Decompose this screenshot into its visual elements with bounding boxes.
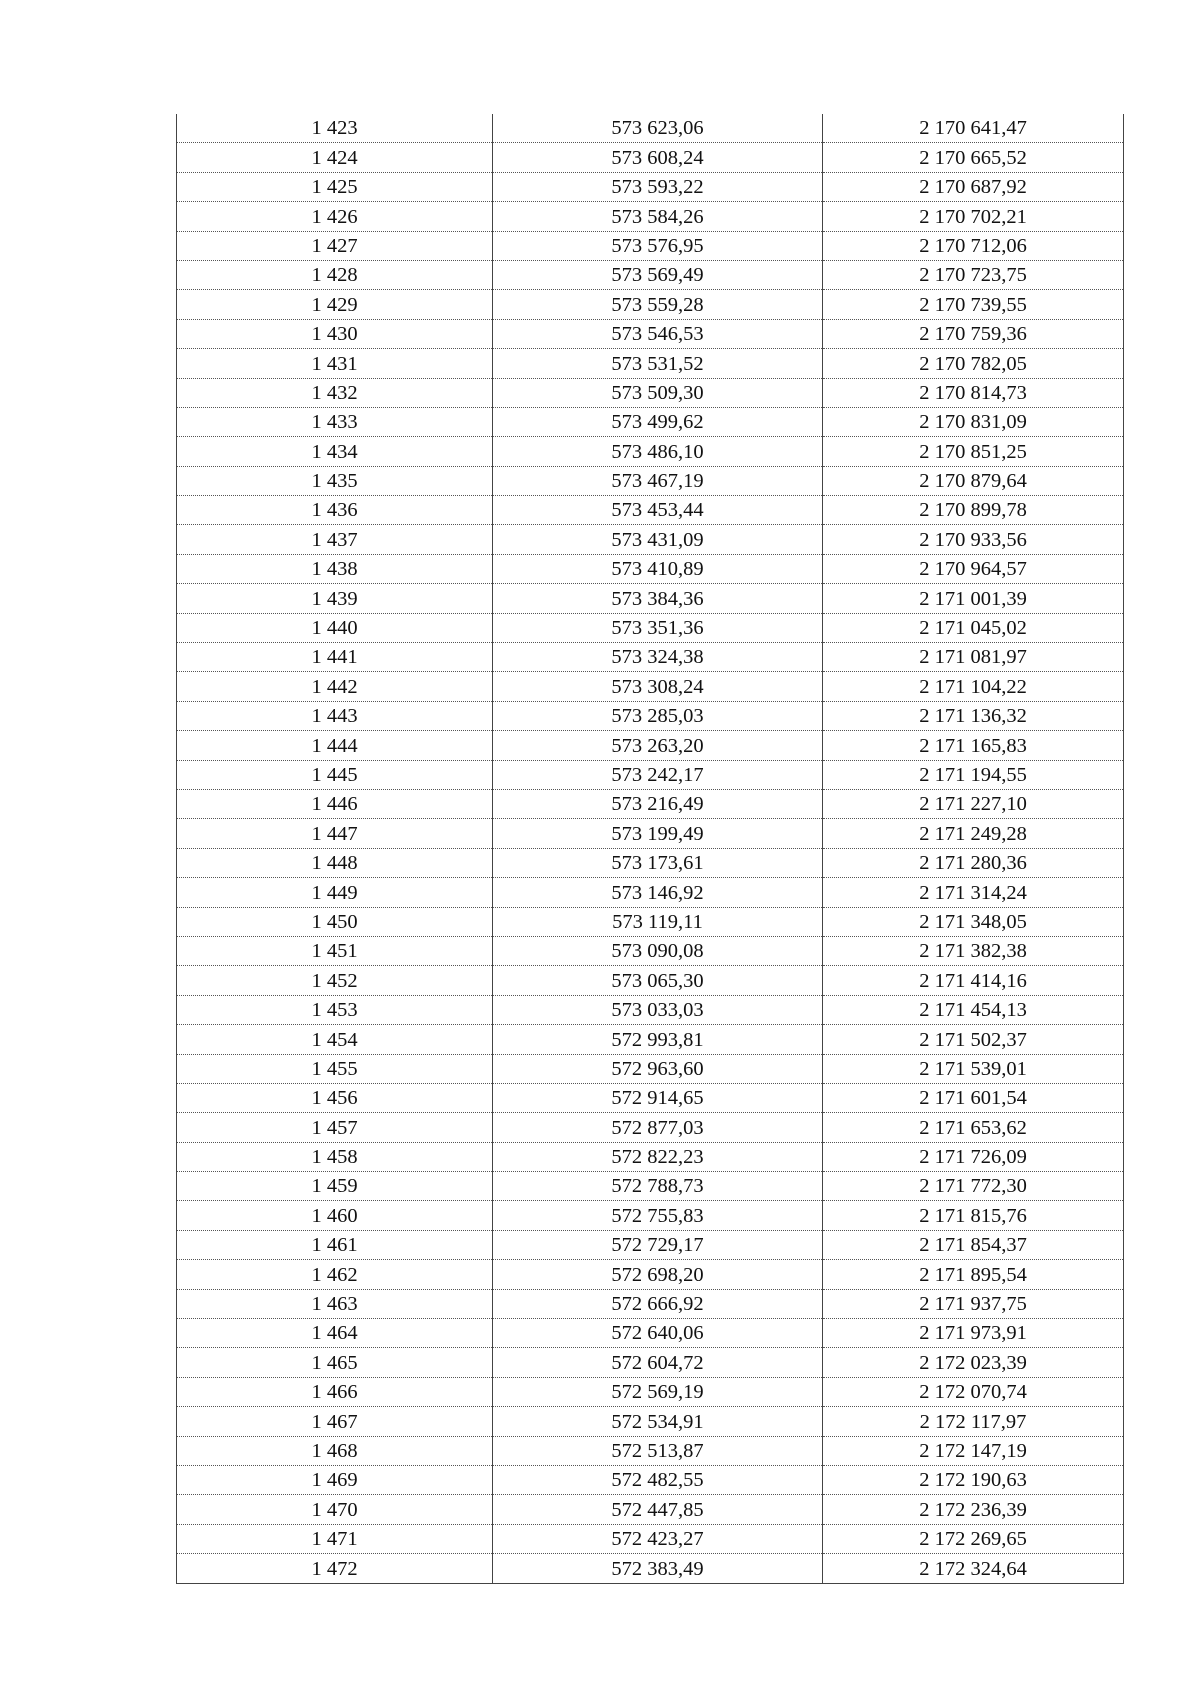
point-number-cell: 1 428 (177, 260, 493, 289)
table-row (177, 172, 1124, 201)
y-coordinate-cell: 2 172 023,39 (823, 1348, 1124, 1377)
y-coordinate-cell: 2 171 854,37 (823, 1230, 1124, 1259)
x-coordinate-cell: 573 308,24 (493, 672, 823, 701)
point-number-cell: 1 471 (177, 1524, 493, 1553)
x-coordinate-cell: 573 033,03 (493, 995, 823, 1024)
x-coordinate-cell: 573 351,36 (493, 613, 823, 642)
x-coordinate-cell: 572 963,60 (493, 1054, 823, 1083)
y-coordinate-cell: 2 171 249,28 (823, 819, 1124, 848)
point-number-cell: 1 469 (177, 1465, 493, 1494)
point-number-cell: 1 432 (177, 378, 493, 407)
table-row (177, 1524, 1124, 1553)
y-coordinate-cell: 2 170 641,47 (823, 114, 1124, 143)
y-coordinate-cell: 2 171 001,39 (823, 584, 1124, 613)
x-coordinate-cell: 572 383,49 (493, 1554, 823, 1583)
table-row (177, 554, 1124, 583)
y-coordinate-cell: 2 172 324,64 (823, 1554, 1124, 1583)
point-number-cell: 1 457 (177, 1113, 493, 1142)
x-coordinate-cell: 573 065,30 (493, 966, 823, 995)
point-number-cell: 1 454 (177, 1025, 493, 1054)
x-coordinate-cell: 572 877,03 (493, 1113, 823, 1142)
point-number-cell: 1 462 (177, 1260, 493, 1289)
table-row (177, 789, 1124, 818)
y-coordinate-cell: 2 171 081,97 (823, 643, 1124, 672)
point-number-cell: 1 447 (177, 819, 493, 848)
point-number-cell: 1 461 (177, 1230, 493, 1259)
point-number-cell: 1 455 (177, 1054, 493, 1083)
y-coordinate-cell: 2 171 454,13 (823, 995, 1124, 1024)
table-row (177, 1319, 1124, 1348)
point-number-cell: 1 431 (177, 349, 493, 378)
x-coordinate-cell: 572 569,19 (493, 1377, 823, 1406)
y-coordinate-cell: 2 171 348,05 (823, 907, 1124, 936)
x-coordinate-cell: 573 509,30 (493, 378, 823, 407)
x-coordinate-cell: 573 431,09 (493, 525, 823, 554)
x-coordinate-cell: 572 822,23 (493, 1142, 823, 1171)
point-number-cell: 1 464 (177, 1319, 493, 1348)
y-coordinate-cell: 2 171 280,36 (823, 848, 1124, 877)
table-row (177, 643, 1124, 672)
x-coordinate-cell: 573 593,22 (493, 172, 823, 201)
y-coordinate-cell: 2 170 723,75 (823, 260, 1124, 289)
point-number-cell: 1 426 (177, 202, 493, 231)
x-coordinate-cell: 573 173,61 (493, 848, 823, 877)
x-coordinate-cell: 573 263,20 (493, 731, 823, 760)
y-coordinate-cell: 2 172 117,97 (823, 1407, 1124, 1436)
point-number-cell: 1 439 (177, 584, 493, 613)
point-number-cell: 1 443 (177, 701, 493, 730)
point-number-cell: 1 458 (177, 1142, 493, 1171)
table-row (177, 260, 1124, 289)
y-coordinate-cell: 2 170 814,73 (823, 378, 1124, 407)
point-number-cell: 1 441 (177, 643, 493, 672)
x-coordinate-cell: 573 531,52 (493, 349, 823, 378)
x-coordinate-cell: 572 755,83 (493, 1201, 823, 1230)
x-coordinate-cell: 572 729,17 (493, 1230, 823, 1259)
point-number-cell: 1 453 (177, 995, 493, 1024)
x-coordinate-cell: 573 584,26 (493, 202, 823, 231)
x-coordinate-cell: 573 453,44 (493, 496, 823, 525)
point-number-cell: 1 436 (177, 496, 493, 525)
point-number-cell: 1 435 (177, 466, 493, 495)
table-row (177, 231, 1124, 260)
x-coordinate-cell: 572 534,91 (493, 1407, 823, 1436)
y-coordinate-cell: 2 171 772,30 (823, 1172, 1124, 1201)
point-number-cell: 1 437 (177, 525, 493, 554)
point-number-cell: 1 468 (177, 1436, 493, 1465)
table-row (177, 202, 1124, 231)
y-coordinate-cell: 2 172 236,39 (823, 1495, 1124, 1524)
table-row (177, 1260, 1124, 1289)
x-coordinate-cell: 573 199,49 (493, 819, 823, 848)
x-coordinate-cell: 573 576,95 (493, 231, 823, 260)
x-coordinate-cell: 573 216,49 (493, 789, 823, 818)
y-coordinate-cell: 2 170 933,56 (823, 525, 1124, 554)
y-coordinate-cell: 2 171 382,38 (823, 936, 1124, 965)
y-coordinate-cell: 2 171 601,54 (823, 1083, 1124, 1112)
x-coordinate-cell: 572 513,87 (493, 1436, 823, 1465)
table-row (177, 407, 1124, 436)
x-coordinate-cell: 573 608,24 (493, 143, 823, 172)
x-coordinate-cell: 572 447,85 (493, 1495, 823, 1524)
table-row (177, 584, 1124, 613)
table-row (177, 760, 1124, 789)
point-number-cell: 1 450 (177, 907, 493, 936)
table-row (177, 466, 1124, 495)
x-coordinate-cell: 572 788,73 (493, 1172, 823, 1201)
point-number-cell: 1 444 (177, 731, 493, 760)
point-number-cell: 1 438 (177, 554, 493, 583)
x-coordinate-cell: 572 914,65 (493, 1083, 823, 1112)
table-row (177, 1142, 1124, 1171)
y-coordinate-cell: 2 172 269,65 (823, 1524, 1124, 1553)
x-coordinate-cell: 573 559,28 (493, 290, 823, 319)
table-row (177, 995, 1124, 1024)
y-coordinate-cell: 2 170 759,36 (823, 319, 1124, 348)
point-number-cell: 1 423 (177, 114, 493, 143)
table-row (177, 349, 1124, 378)
table-row (177, 1465, 1124, 1494)
table-row (177, 1230, 1124, 1259)
table-row (177, 1025, 1124, 1054)
y-coordinate-cell: 2 171 502,37 (823, 1025, 1124, 1054)
point-number-cell: 1 442 (177, 672, 493, 701)
table-row (177, 290, 1124, 319)
table-row (177, 907, 1124, 936)
table-row (177, 701, 1124, 730)
x-coordinate-cell: 573 285,03 (493, 701, 823, 730)
point-number-cell: 1 448 (177, 848, 493, 877)
y-coordinate-cell: 2 170 712,06 (823, 231, 1124, 260)
table-row (177, 1113, 1124, 1142)
y-coordinate-cell: 2 171 227,10 (823, 789, 1124, 818)
y-coordinate-cell: 2 172 190,63 (823, 1465, 1124, 1494)
table-row (177, 819, 1124, 848)
point-number-cell: 1 451 (177, 936, 493, 965)
table-row (177, 878, 1124, 907)
table-row (177, 1377, 1124, 1406)
x-coordinate-cell: 573 119,11 (493, 907, 823, 936)
y-coordinate-cell: 2 171 653,62 (823, 1113, 1124, 1142)
y-coordinate-cell: 2 170 702,21 (823, 202, 1124, 231)
x-coordinate-cell: 573 242,17 (493, 760, 823, 789)
point-number-cell: 1 466 (177, 1377, 493, 1406)
point-number-cell: 1 472 (177, 1554, 493, 1583)
y-coordinate-cell: 2 171 194,55 (823, 760, 1124, 789)
table-row (177, 1554, 1124, 1583)
x-coordinate-cell: 573 546,53 (493, 319, 823, 348)
y-coordinate-cell: 2 170 739,55 (823, 290, 1124, 319)
x-coordinate-cell: 573 623,06 (493, 114, 823, 143)
point-number-cell: 1 427 (177, 231, 493, 260)
point-number-cell: 1 440 (177, 613, 493, 642)
x-coordinate-cell: 573 090,08 (493, 936, 823, 965)
y-coordinate-cell: 2 171 539,01 (823, 1054, 1124, 1083)
x-coordinate-cell: 572 993,81 (493, 1025, 823, 1054)
point-number-cell: 1 460 (177, 1201, 493, 1230)
table-row (177, 1054, 1124, 1083)
point-number-cell: 1 456 (177, 1083, 493, 1112)
table-row (177, 1083, 1124, 1112)
x-coordinate-cell: 572 482,55 (493, 1465, 823, 1494)
table-row (177, 437, 1124, 466)
y-coordinate-cell: 2 170 851,25 (823, 437, 1124, 466)
point-number-cell: 1 467 (177, 1407, 493, 1436)
table-row (177, 1201, 1124, 1230)
y-coordinate-cell: 2 170 899,78 (823, 496, 1124, 525)
coordinates-table-body (177, 114, 1124, 1583)
point-number-cell: 1 424 (177, 143, 493, 172)
table-row (177, 378, 1124, 407)
y-coordinate-cell: 2 171 414,16 (823, 966, 1124, 995)
table-row (177, 1436, 1124, 1465)
y-coordinate-cell: 2 172 070,74 (823, 1377, 1124, 1406)
table-row (177, 319, 1124, 348)
table-row (177, 143, 1124, 172)
point-number-cell: 1 445 (177, 760, 493, 789)
y-coordinate-cell: 2 170 879,64 (823, 466, 1124, 495)
table-row (177, 525, 1124, 554)
point-number-cell: 1 433 (177, 407, 493, 436)
x-coordinate-cell: 573 410,89 (493, 554, 823, 583)
point-number-cell: 1 430 (177, 319, 493, 348)
point-number-cell: 1 459 (177, 1172, 493, 1201)
y-coordinate-cell: 2 171 165,83 (823, 731, 1124, 760)
x-coordinate-cell: 572 423,27 (493, 1524, 823, 1553)
table-row (177, 1172, 1124, 1201)
point-number-cell: 1 434 (177, 437, 493, 466)
y-coordinate-cell: 2 170 831,09 (823, 407, 1124, 436)
y-coordinate-cell: 2 171 726,09 (823, 1142, 1124, 1171)
x-coordinate-cell: 573 384,36 (493, 584, 823, 613)
point-number-cell: 1 449 (177, 878, 493, 907)
table-row (177, 672, 1124, 701)
table-row (177, 1495, 1124, 1524)
table-row (177, 1289, 1124, 1318)
x-coordinate-cell: 573 499,62 (493, 407, 823, 436)
y-coordinate-cell: 2 171 136,32 (823, 701, 1124, 730)
y-coordinate-cell: 2 170 687,92 (823, 172, 1124, 201)
coordinates-table (176, 114, 1124, 1584)
x-coordinate-cell: 572 640,06 (493, 1319, 823, 1348)
point-number-cell: 1 429 (177, 290, 493, 319)
y-coordinate-cell: 2 172 147,19 (823, 1436, 1124, 1465)
x-coordinate-cell: 573 146,92 (493, 878, 823, 907)
table-row (177, 731, 1124, 760)
x-coordinate-cell: 573 324,38 (493, 643, 823, 672)
x-coordinate-cell: 573 486,10 (493, 437, 823, 466)
point-number-cell: 1 452 (177, 966, 493, 995)
x-coordinate-cell: 573 467,19 (493, 466, 823, 495)
y-coordinate-cell: 2 171 104,22 (823, 672, 1124, 701)
table-row (177, 496, 1124, 525)
point-number-cell: 1 470 (177, 1495, 493, 1524)
point-number-cell: 1 463 (177, 1289, 493, 1318)
y-coordinate-cell: 2 170 964,57 (823, 554, 1124, 583)
point-number-cell: 1 446 (177, 789, 493, 818)
x-coordinate-cell: 572 698,20 (493, 1260, 823, 1289)
table-row (177, 613, 1124, 642)
point-number-cell: 1 425 (177, 172, 493, 201)
table-row (177, 936, 1124, 965)
x-coordinate-cell: 572 604,72 (493, 1348, 823, 1377)
y-coordinate-cell: 2 170 665,52 (823, 143, 1124, 172)
table-row (177, 1407, 1124, 1436)
x-coordinate-cell: 572 666,92 (493, 1289, 823, 1318)
point-number-cell: 1 465 (177, 1348, 493, 1377)
y-coordinate-cell: 2 171 973,91 (823, 1319, 1124, 1348)
table-row (177, 114, 1124, 143)
y-coordinate-cell: 2 170 782,05 (823, 349, 1124, 378)
y-coordinate-cell: 2 171 314,24 (823, 878, 1124, 907)
table-row (177, 966, 1124, 995)
y-coordinate-cell: 2 171 895,54 (823, 1260, 1124, 1289)
table-row (177, 1348, 1124, 1377)
table-row (177, 848, 1124, 877)
y-coordinate-cell: 2 171 815,76 (823, 1201, 1124, 1230)
y-coordinate-cell: 2 171 937,75 (823, 1289, 1124, 1318)
x-coordinate-cell: 573 569,49 (493, 260, 823, 289)
y-coordinate-cell: 2 171 045,02 (823, 613, 1124, 642)
